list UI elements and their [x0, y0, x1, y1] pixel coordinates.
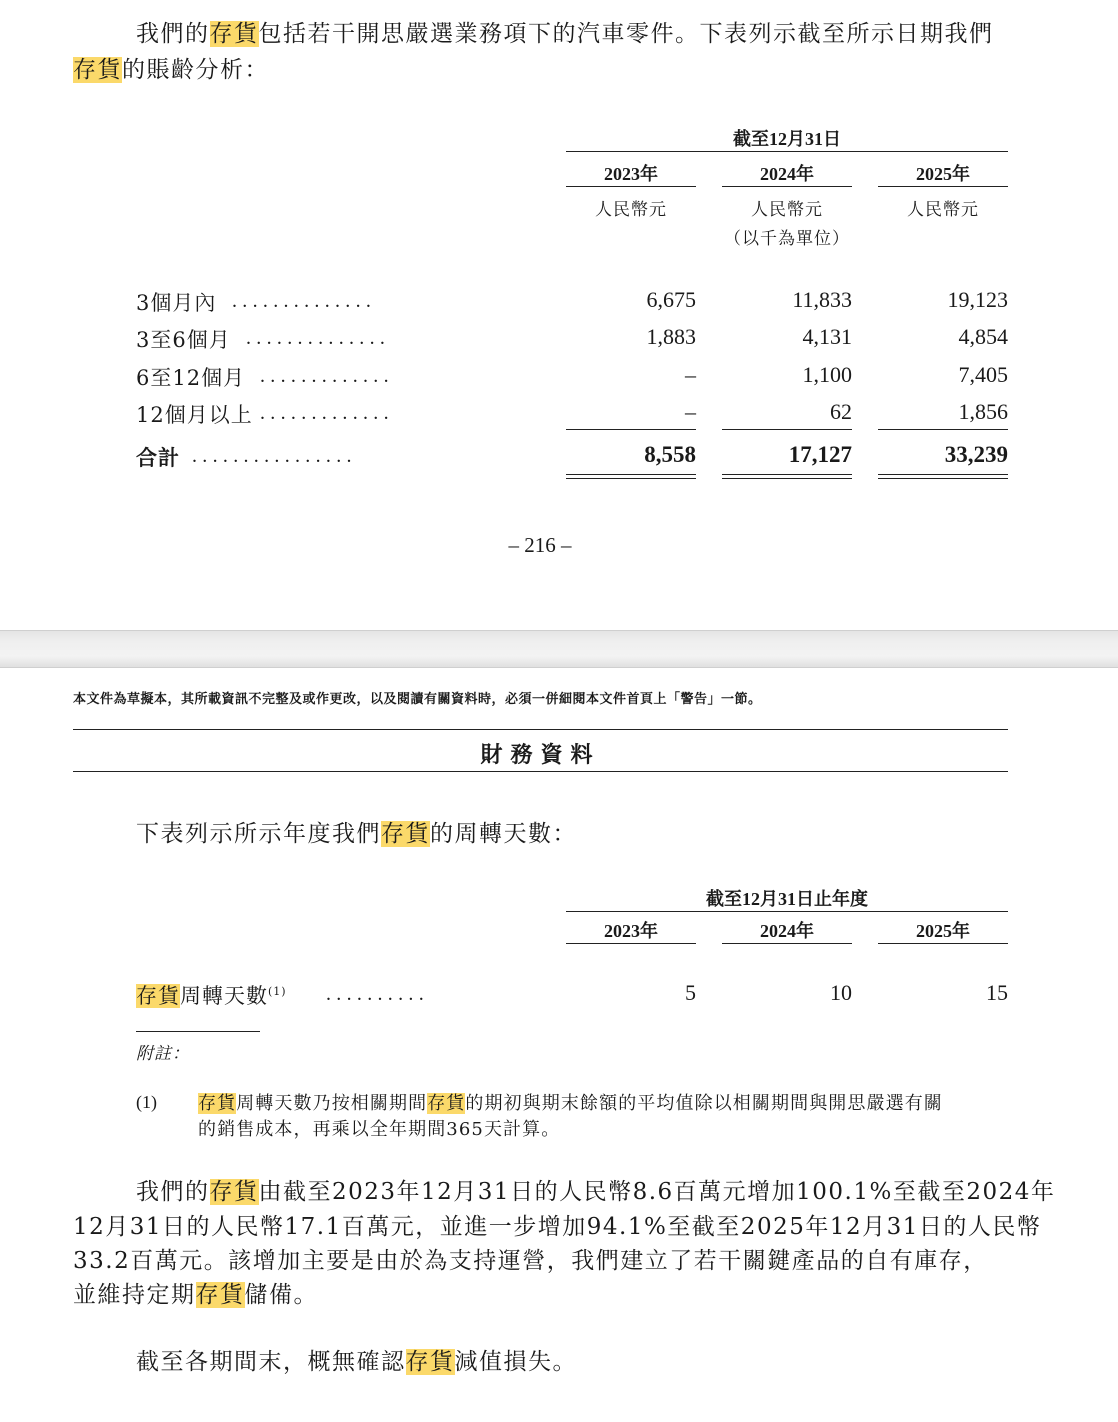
year-rule-2024	[722, 186, 852, 187]
intro-paragraph-line-1: 我們的存貨包括若干開思嚴選業務項下的汽車零件。下表列示截至所示日期我們	[136, 21, 994, 47]
search-highlight: 存貨	[381, 821, 430, 847]
total-label: 合計	[136, 445, 180, 470]
year-header-2023: 2023年	[604, 164, 658, 184]
currency-2023: 人民幣元	[595, 200, 667, 220]
leader-dots: ..........	[326, 983, 429, 1005]
year-rule-2025	[878, 943, 1008, 944]
table-cell: 19,123	[947, 287, 1008, 312]
impairment-paragraph: 截至各期間末，概無確認存貨減值損失。	[136, 1349, 577, 1375]
page-separator	[0, 630, 1118, 668]
turnover-row-label: 存貨周轉天數$^{(1)}$	[136, 984, 287, 1008]
search-highlight: 存貨	[198, 1093, 237, 1114]
page-number: – 216 –	[508, 533, 572, 557]
year-rule-2023	[566, 943, 696, 944]
leader-dots: ................	[192, 445, 357, 467]
search-highlight: 存貨	[73, 57, 122, 83]
table-cell: 4,131	[802, 324, 852, 349]
unit-note: （以千為單位）	[724, 229, 850, 249]
row-label: 3個月內	[136, 291, 217, 315]
period-header: 截至12月31日止年度	[706, 889, 868, 909]
leader-dots: .............	[260, 365, 394, 387]
search-highlight: 存貨	[427, 1093, 466, 1114]
period-header-rule	[566, 911, 1008, 912]
draft-notice: 本文件為草擬本，其所載資訊不完整及或作更改，以及閱讀有關資料時，必須一併細閱本文件首頁上「警告」一節。	[73, 692, 762, 707]
year-rule-2024	[722, 943, 852, 944]
currency-2025: 人民幣元	[907, 200, 979, 220]
search-highlight: 存貨	[195, 1282, 245, 1308]
year-header-2024: 2024年	[760, 921, 814, 941]
table-cell: 15	[986, 980, 1008, 1005]
note-line-2: 的銷售成本，再乘以全年期間365天計算。	[198, 1119, 561, 1140]
table-cell: –	[685, 362, 696, 387]
note-number: (1)	[136, 1092, 157, 1112]
section-rule-bottom	[73, 771, 1008, 772]
leader-dots: ..............	[246, 327, 391, 349]
table-cell: 1,100	[802, 362, 852, 387]
inventory-paragraph-line-3: 33.2百萬元。該增加主要是由於為支持運營，我們建立了若干關鍵產品的自有庫存，	[73, 1248, 988, 1274]
year-header-2025: 2025年	[916, 164, 970, 184]
search-highlight: 存貨	[405, 1349, 455, 1375]
year-rule-2023	[566, 186, 696, 187]
inventory-paragraph-line-2: 12月31日的人民幣17.1百萬元，並進一步增加94.1%至截至2025年12月31日的人民幣	[73, 1214, 1042, 1240]
notes-rule	[136, 1031, 260, 1032]
leader-dots: ..............	[232, 290, 377, 312]
table-cell: 62	[830, 399, 852, 424]
table-cell: 5	[685, 980, 696, 1005]
row-label: 12個月以上	[136, 403, 253, 427]
table-cell: 11,833	[792, 287, 852, 312]
subtotal-rule-2024	[722, 429, 852, 430]
year-rule-2025	[878, 186, 1008, 187]
subtotal-rule-2023	[566, 429, 696, 430]
note-line-1: 存貨周轉天數乃按相關期間存貨的期初與期末餘額的平均值除以相關期間與開思嚴選有關	[198, 1093, 943, 1114]
inventory-paragraph-line-1: 我們的存貨由截至2023年12月31日的人民幣8.6百萬元增加100.1%至截至2024年	[136, 1179, 1056, 1205]
leader-dots: .............	[260, 402, 394, 424]
footnote-ref: (1)	[268, 985, 287, 998]
total-cell: 8,558	[644, 442, 696, 467]
currency-2024: 人民幣元	[751, 200, 823, 220]
total-double-rule-2023	[566, 474, 696, 479]
table-cell: 6,675	[646, 287, 696, 312]
row-label: 6至12個月	[136, 366, 246, 390]
period-header-rule	[566, 151, 1008, 152]
inventory-paragraph-line-4: 並維持定期存貨儲備。	[73, 1282, 318, 1308]
year-header-2025: 2025年	[916, 921, 970, 941]
year-header-2023: 2023年	[604, 921, 658, 941]
search-highlight: 存貨	[209, 1179, 259, 1205]
table-cell: 7,405	[958, 362, 1008, 387]
table-cell: –	[685, 399, 696, 424]
notes-heading: 附註：	[136, 1044, 190, 1064]
year-header-2024: 2024年	[760, 164, 814, 184]
intro-paragraph-line-2: 存貨的賬齡分析：	[73, 57, 269, 83]
period-header: 截至12月31日	[733, 129, 841, 149]
total-double-rule-2025	[878, 474, 1008, 479]
total-cell: 33,239	[944, 442, 1008, 467]
row-label: 3至6個月	[136, 328, 231, 352]
total-double-rule-2024	[722, 474, 852, 479]
turnover-intro: 下表列示所示年度我們存貨的周轉天數：	[136, 821, 577, 847]
table-cell: 4,854	[958, 324, 1008, 349]
total-cell: 17,127	[788, 442, 852, 467]
search-highlight: 存貨	[136, 984, 180, 1008]
table-cell: 1,856	[958, 399, 1008, 424]
section-rule-top	[73, 729, 1008, 730]
table-cell: 1,883	[646, 324, 696, 349]
table-cell: 10	[830, 980, 852, 1005]
subtotal-rule-2025	[878, 429, 1008, 430]
search-highlight: 存貨	[209, 21, 259, 47]
section-title: 財務資料	[480, 743, 601, 768]
